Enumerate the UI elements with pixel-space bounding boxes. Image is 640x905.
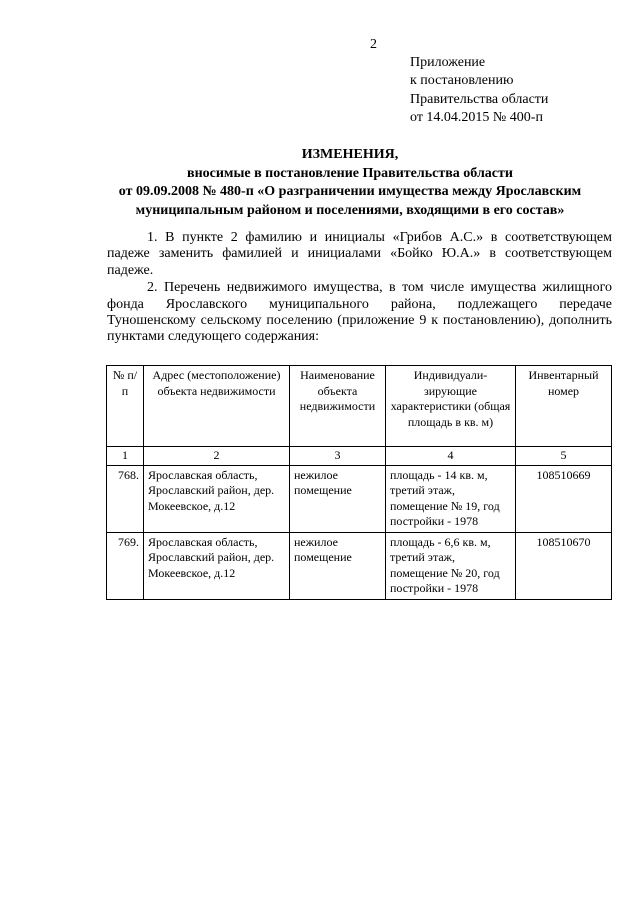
row-characteristics: площадь - 6,6 кв. м, третий этаж, помещение № 20, год постройки - 1978 xyxy=(386,532,516,599)
header-address: Адрес (местоположение) объекта недвижимости xyxy=(144,366,290,447)
row-number: 768. xyxy=(107,465,144,532)
column-number: 1 xyxy=(107,447,144,466)
header-characteristics: Индивидуали-зирующие характеристики (общая площадь в кв. м) xyxy=(386,366,516,447)
paragraph-1: 1. В пункте 2 фамилию и инициалы «Грибов А.С.» в соответствующем падеже заменить фамилией и инициалами «Бойко Ю.А.» в соответствующем падеже. xyxy=(107,230,612,278)
column-number: 3 xyxy=(290,447,386,466)
column-number: 2 xyxy=(144,447,290,466)
appendix-line-1: Приложение xyxy=(410,55,486,70)
page-number: 2 xyxy=(370,37,377,52)
title-line-1: ИЗМЕНЕНИЯ, xyxy=(301,147,399,162)
appendix-line-2: к постановлению xyxy=(410,73,514,89)
table-header-row xyxy=(107,366,612,447)
column-number: 5 xyxy=(516,447,612,466)
row-address: Ярославская область, Ярославский район, дер. Мокеевское, д.12 xyxy=(144,532,290,599)
column-number: 4 xyxy=(386,447,516,466)
table-row xyxy=(107,532,612,599)
header-inventory-number: Инвентарный номер xyxy=(516,366,612,447)
row-characteristics: площадь - 14 кв. м, третий этаж, помещение № 19, год постройки - 1978 xyxy=(386,465,516,532)
appendix-line-4: от 14.04.2015 № 400-п xyxy=(410,110,543,126)
paragraph-2: 2. Перечень недвижимого имущества, в том числе имущества жилищного фонда Ярославского муниципального района, подлежащего передаче Туношенскому сельскому поселению (приложение 9 к постановлению), дополнить пунктами следующего содержания: xyxy=(107,280,612,345)
row-object-name: нежилое помещение xyxy=(290,532,386,599)
document-title xyxy=(95,146,605,220)
appendix-line-3: Правительства области xyxy=(410,91,549,107)
title-line-2: вносимые в постановление Правительства области xyxy=(187,165,513,181)
property-table xyxy=(106,365,612,600)
header-object-name: Наименование объекта недвижимости xyxy=(290,366,386,447)
row-object-name: нежилое помещение xyxy=(290,465,386,532)
row-inventory-number: 108510669 xyxy=(516,465,612,532)
row-number: 769. xyxy=(107,532,144,599)
column-numbers-row xyxy=(107,447,612,466)
row-address: Ярославская область, Ярославский район, дер. Мокеевское, д.12 xyxy=(144,465,290,532)
row-inventory-number: 108510670 xyxy=(516,532,612,599)
appendix-reference xyxy=(410,54,548,128)
title-line-4: муниципальным районом и поселениями, входящими в его состав» xyxy=(135,202,565,218)
body-text xyxy=(107,230,612,346)
table-row xyxy=(107,465,612,532)
header-number: № п/п xyxy=(107,366,144,447)
title-line-3: от 09.09.2008 № 480-п «О разграничении имущества между Ярославским xyxy=(118,184,582,199)
